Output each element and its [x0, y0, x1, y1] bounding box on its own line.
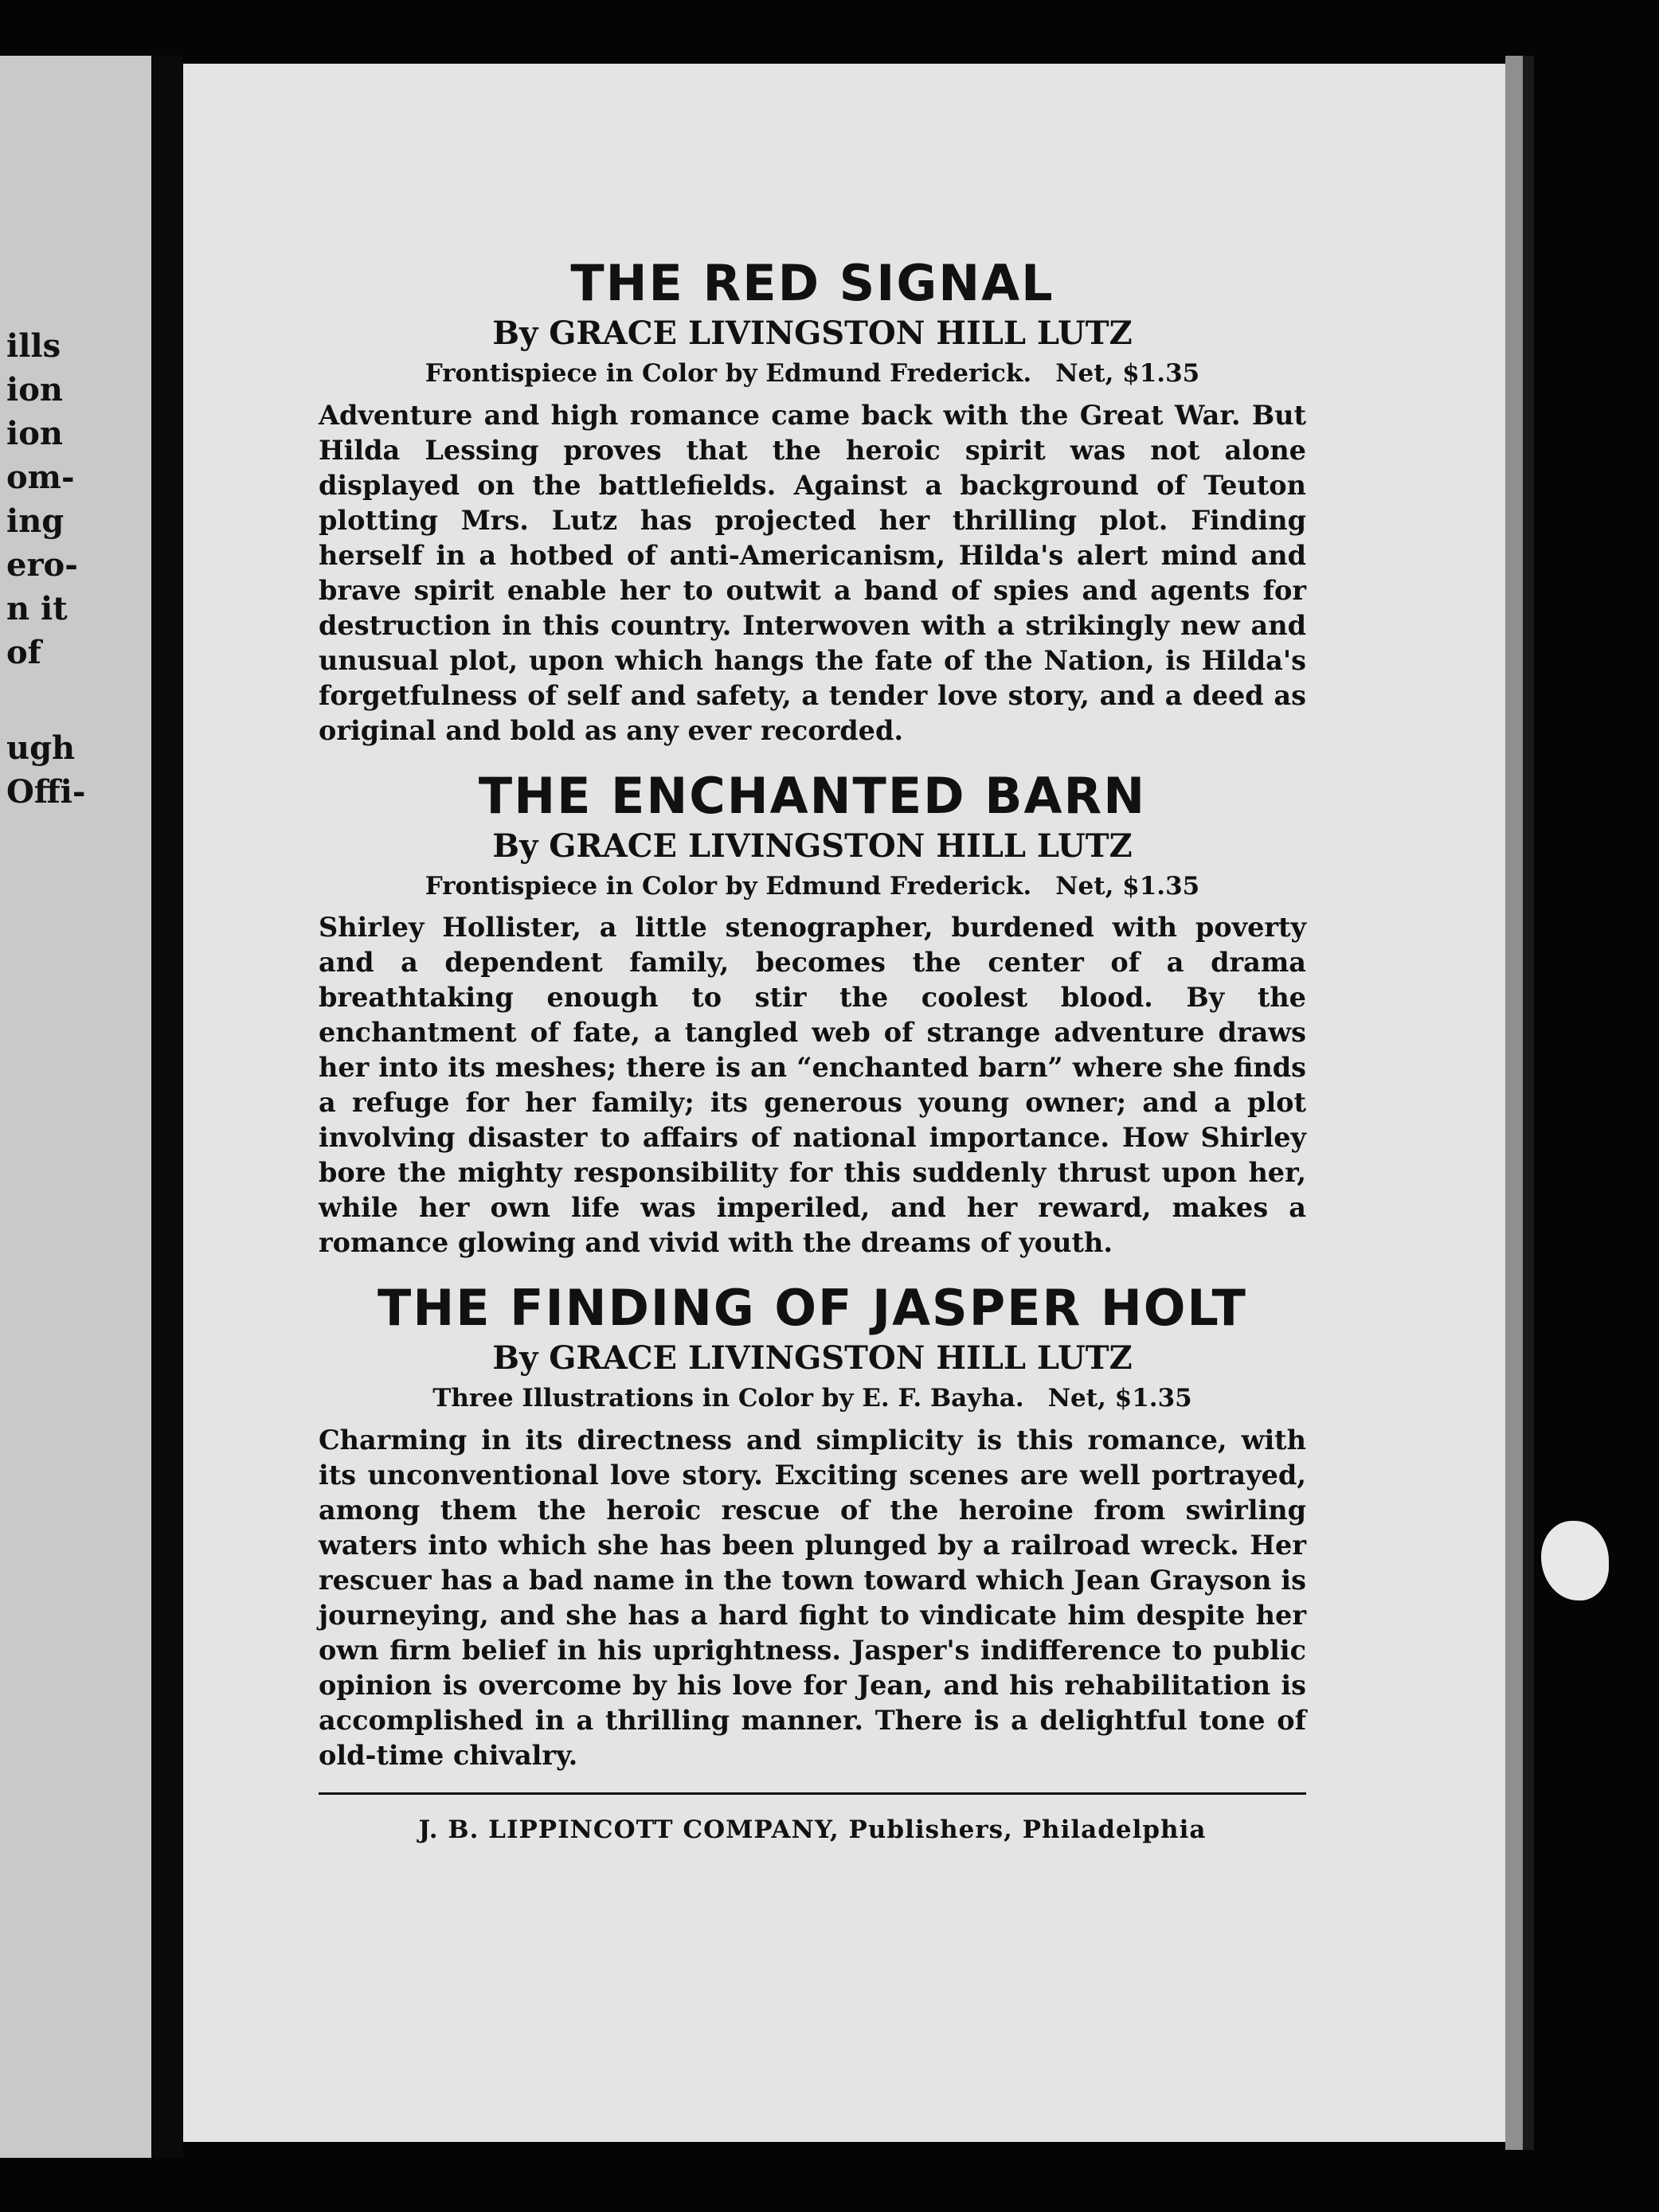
publisher-imprint: J. B. LIPPINCOTT COMPANY, Publishers, Philadelphia: [418, 1815, 1207, 1844]
illustration-credit: Frontispiece in Color by Edmund Frederick.: [425, 871, 1032, 901]
paper-damage-spot: [1541, 1521, 1609, 1600]
left-page-fragment: Offi-: [6, 773, 86, 811]
book-title: THE RED SIGNAL: [570, 254, 1054, 312]
book-description: Charming in its directness and simplicity is this romance, with its unconventional love story. Exciting scenes are well portrayed, among them the heroic rescue of the heroine from swirling waters into which she has been plunged by a railroad wreck. Her rescuer has a bad name in the town toward which Jean Grayson is journeying, and she has a hard fight to vindicate him despite her own firm belief in his uprightness. Jasper's indifference to public opinion is overcome by his love for Jean, and his rehabilitation is accomplished in a thrilling manner. There is a delightful tone of old-time chivalry.: [319, 1424, 1306, 1771]
book-price: Net, $1.35: [1055, 871, 1200, 901]
book-title: THE FINDING OF JASPER HOLT: [378, 1279, 1247, 1338]
left-page-fragment: ion: [6, 371, 63, 408]
left-page-fragment: om-: [6, 459, 75, 496]
book-listing: [319, 1280, 1306, 1773]
book-author: By GRACE LIVINGSTON HILL LUTZ: [492, 315, 1133, 353]
illustration-credit: Frontispiece in Color by Edmund Frederick.: [425, 359, 1032, 389]
illustration-credit: Three Illustrations in Color by E. F. Bayha.: [432, 1384, 1024, 1413]
left-page-fragment: of: [6, 634, 41, 671]
book-price: Net, $1.35: [1047, 1384, 1192, 1413]
left-page-fragment: ero-: [6, 546, 78, 584]
book-illustration-line: [319, 358, 1306, 389]
book-listing: [319, 255, 1306, 748]
book-description: Shirley Hollister, a little stenographer, burdened with poverty and a dependent family, becomes the center of a drama breathtaking enough to stir the coolest blood. By the enchantment of fate, a tangled web of strange adventure draws her into its meshes; there is an “enchanted barn” where she finds a refuge for her family; its generous young owner; and a plot involving disaster to affairs of national importance. How Shirley bore the mighty responsibility for this suddenly thrust upon her, while her own life was imperiled, and her reward, makes a romance glowing and vivid with the dreams of youth.: [319, 912, 1306, 1259]
book-title: THE ENCHANTED BARN: [478, 766, 1147, 825]
page-edge-shadow: [1523, 56, 1534, 2150]
left-page-fragment: ion: [6, 415, 63, 452]
book-illustration-line: [319, 1382, 1306, 1414]
left-page-fragment: ills: [6, 327, 61, 365]
advertisement-page: [183, 64, 1505, 2142]
book-gutter: [151, 56, 183, 2158]
left-page-fragment: n it: [6, 590, 68, 627]
book-author: By GRACE LIVINGSTON HILL LUTZ: [492, 827, 1133, 865]
divider-rule: [319, 1792, 1306, 1795]
book-description: Adventure and high romance came back with the Great War. But Hilda Lessing proves that the heroic spirit was not alone displayed on the battlefields. Against a background of Teuton plotting Mrs. Lutz has projected her thrilling plot. Finding herself in a hotbed of anti-Americanism, Hilda's alert mind and brave spirit enable her to outwit a band of spies and agents for destruction in this country. Interwoven with a strikingly new and unusual plot, upon which hangs the fate of the Nation, is Hilda's forgetfulness of self and safety, a tender love story, and a deed as original and bold as any ever recorded.: [319, 399, 1306, 746]
left-facing-page: [0, 56, 151, 2158]
book-author: By GRACE LIVINGSTON HILL LUTZ: [492, 1339, 1133, 1378]
page-edge: [1505, 56, 1523, 2150]
book-illustration-line: [319, 870, 1306, 902]
book-price: Net, $1.35: [1055, 359, 1200, 389]
book-listing: [319, 768, 1306, 1261]
left-page-fragment: ugh: [6, 729, 76, 767]
page-content: [319, 255, 1306, 1844]
left-page-fragment: ing: [6, 502, 65, 540]
